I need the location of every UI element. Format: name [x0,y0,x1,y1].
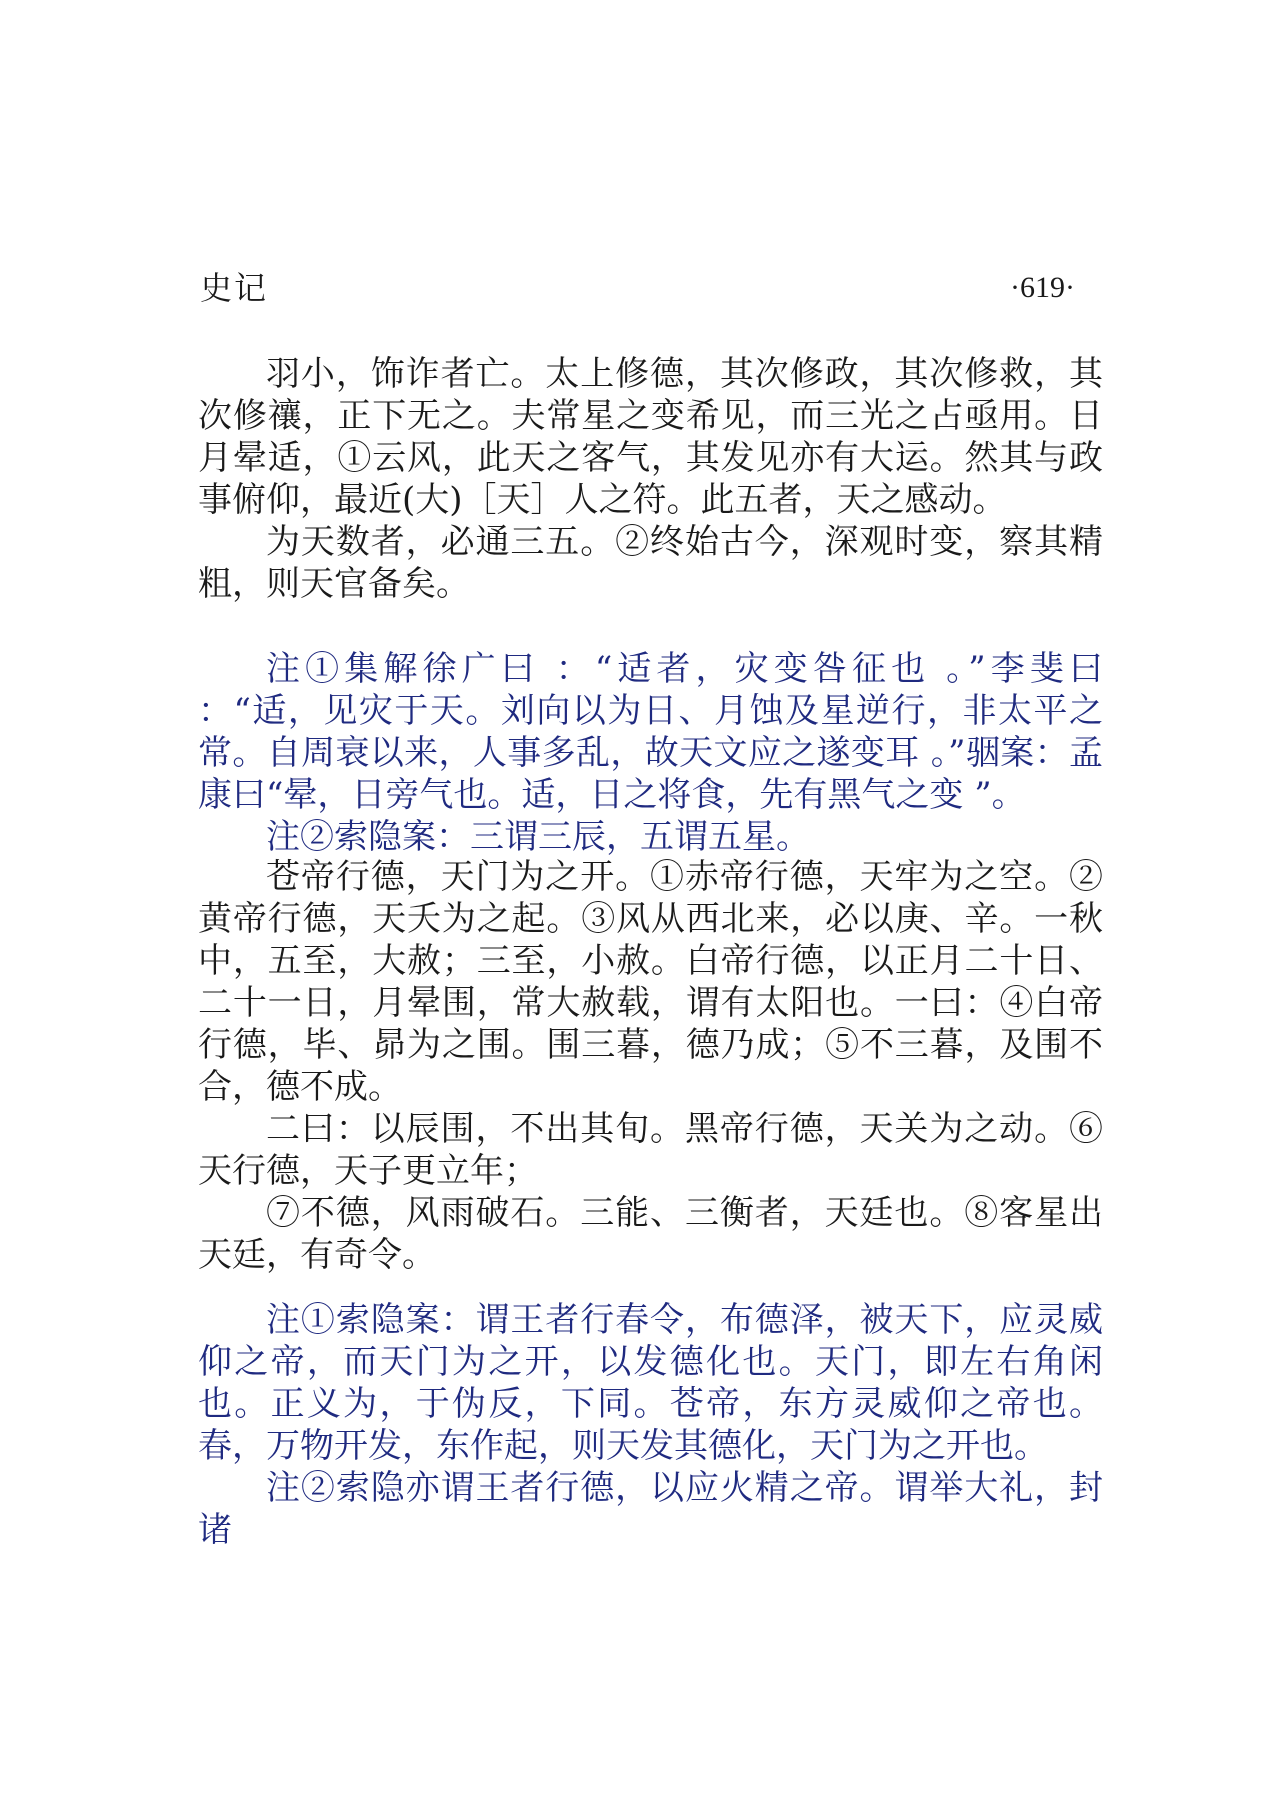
paragraph: 二曰：以辰围，不出其旬。黑帝行德，天关为之动。⑥天行德，天子更立年； [198,1109,1103,1191]
annotation-paragraph: 注②索隐亦谓王者行德，以应火精之帝。谓举大礼，封诸 [198,1468,1103,1550]
paragraph: 羽小，饰诈者亡。太上修德，其次修政，其次修救，其次修禳，正下无之。夫常星之变希见，而三光之占亟用。日月晕适，①云风，此天之客气，其发见亦有大运。然其与政事俯仰，最近(大)［天］人之符。此五者，天之感动。 [198,354,1103,520]
annotation-block [198,1299,1103,1551]
paragraph: 为天数者，必通三五。②终始古今，深观时变，察其精粗，则天官备矣。 [198,522,1103,604]
annotation-paragraph: 注①索隐案：谓王者行春令，布德泽，被天下，应灵威仰之帝，而天门为之开，以发德化也。天门，即左右角闲也。正义为，于伪反，下同。苍帝，东方灵威仰之帝也。春，万物开发，东作起，则天发其德化，天门为之开也。 [198,1300,1103,1466]
annotation-paragraph: 注②索隐案：三谓三辰，五谓五星。 [266,817,810,857]
main-text-block [198,353,1103,605]
paragraph: 苍帝行德，天门为之开。①赤帝行德，天牢为之空。②黄帝行德，天夭为之起。③风从西北来，必以庚、辛。一秋中，五至，大赦；三至，小赦。白帝行德，以正月二十日、二十一日，月晕围，常大赦载，谓有太阳也。一曰：④白帝行德，毕、昴为之围。围三暮，德乃成；⑤不三暮，及围不合，德不成。 [198,857,1103,1107]
main-text-block [198,856,1103,1276]
paragraph: ⑦不德，风雨破石。三能、三衡者，天廷也。⑧客星出天廷，有奇令。 [198,1193,1103,1275]
running-header-title: 史记 [200,269,269,307]
annotation-block [198,648,1103,858]
annotation-paragraph: 注①集解徐广曰 ：“适者，灾变咎征也 。”李斐曰 ：“适，见灾于天。刘向以为日、月蚀及星逆行，非太平之常。自周衰以来，人事多乱，故天文应之遂变耳 。”骃案：孟康曰“晕，日旁气也。适，日之将食，先有黑气之变 ”。 [198,649,1103,815]
page-number: ·619· [1010,271,1075,304]
